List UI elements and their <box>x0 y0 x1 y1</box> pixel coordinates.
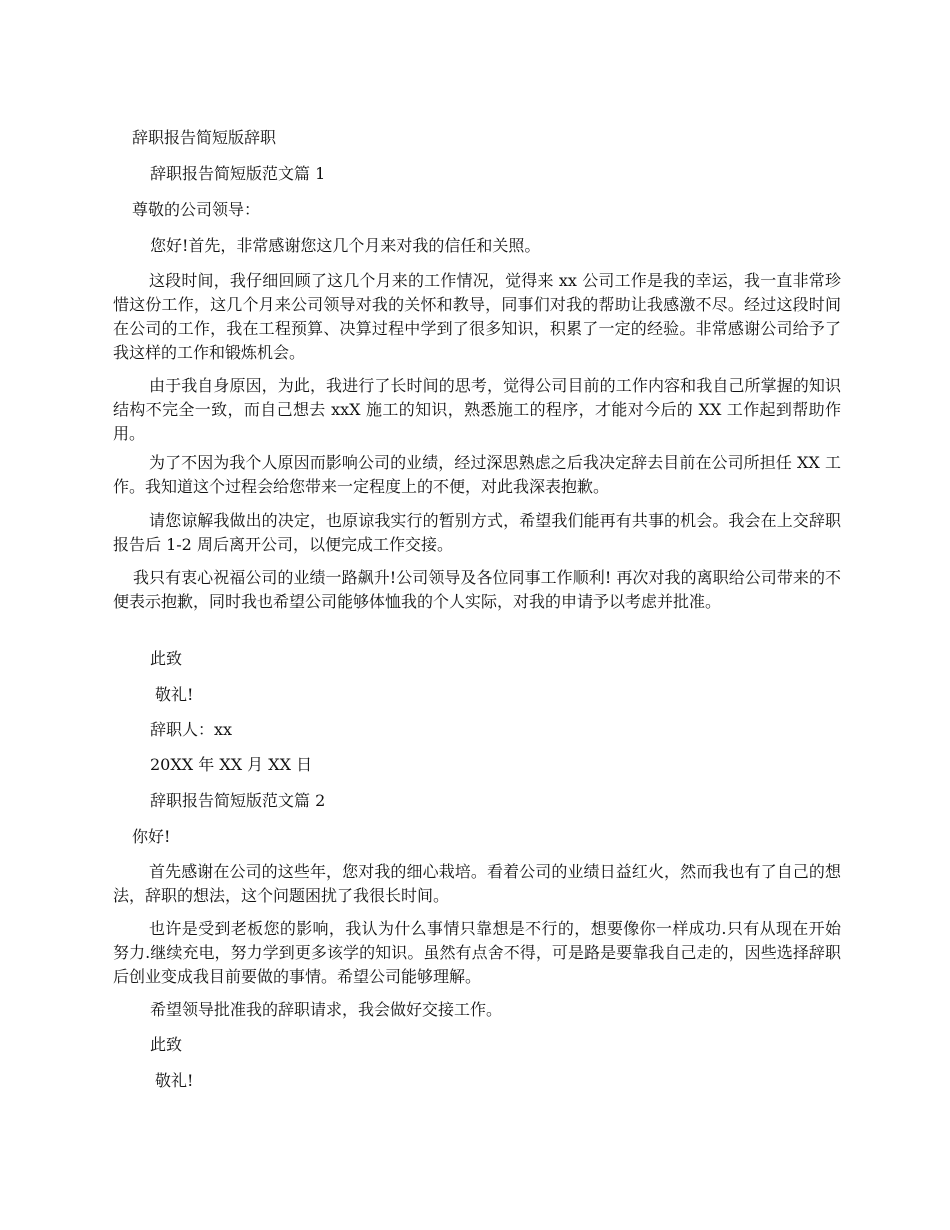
letter1-date: 20XX 年 XX 月 XX 日 <box>150 755 313 774</box>
letter1-signer: 辞职人：xx <box>150 720 233 739</box>
letter1-greeting: 您好!首先，非常感谢您这几个月来对我的信任和关照。 <box>150 236 541 255</box>
letter1-paragraph: 为了不因为我个人原因而影响公司的业绩，经过深思熟虑之后我决定辞去目前在公司所担任 XX 工作。我知道这个过程会给您带来一定程度上的不便，对此我深表抱歉。 <box>113 453 841 496</box>
letter1-regards: 敬礼! <box>155 685 194 704</box>
letter1-closing: 此致 <box>150 649 183 668</box>
letter2-salutation: 你好! <box>132 827 171 846</box>
letter1-paragraph: 由于我自身原因，为此，我进行了长时间的思考，觉得公司目前的工作内容和我自己所掌握的知识结构不完全一致，而自己想去 xxX 施工的知识，熟悉施工的程序，才能对今后的 XX 工作起到帮助作用。 <box>113 376 841 443</box>
document-title: 辞职报告简短版辞职 <box>132 128 277 147</box>
letter1-paragraph: 我只有衷心祝福公司的业绩一路飙升!公司领导及各位同事工作顺利! 再次对我的离职给公司带来的不便表示抱歉，同时我也希望公司能够体恤我的个人实际，对我的申请予以考虑并批准。 <box>113 568 841 611</box>
letter1-paragraph: 这段时间，我仔细回顾了这几个月来的工作情况，觉得来 xx 公司工作是我的幸运，我一直非常珍惜这份工作，这几个月来公司领导对我的关怀和教导，同事们对我的帮助让我感激不尽。经过这段时间在公司的工作，我在工程预算、决算过程中学到了很多知识，积累了一定的经验。非常感谢公司给予了我这样的工作和锻炼机会。 <box>113 271 841 362</box>
letter1-heading: 辞职报告简短版范文篇 1 <box>150 164 326 183</box>
letter1-salutation: 尊敬的公司领导： <box>132 200 261 219</box>
letter2-request: 希望领导批准我的辞职请求，我会做好交接工作。 <box>150 1000 503 1019</box>
letter2-closing: 此致 <box>150 1035 183 1054</box>
letter2-regards: 敬礼! <box>155 1071 194 1090</box>
letter2-paragraph: 首先感谢在公司的这些年，您对我的细心栽培。看着公司的业绩日益红火，然而我也有了自己的想法，辞职的想法，这个问题困扰了我很长时间。 <box>113 862 841 905</box>
letter2-heading: 辞职报告简短版范文篇 2 <box>150 791 326 810</box>
letter1-paragraph: 请您谅解我做出的决定，也原谅我实行的暂别方式，希望我们能再有共事的机会。我会在上交辞职报告后 1-2 周后离开公司，以便完成工作交接。 <box>113 511 841 554</box>
letter2-paragraph: 也许是受到老板您的影响，我认为什么事情只靠想是不行的，想要像你一样成功.只有从现在开始努力.继续充电，努力学到更多该学的知识。虽然有点舍不得，可是路是要靠我自己走的，因些选择辞职后创业变成我目前要做的事情。希望公司能够理解。 <box>113 919 841 986</box>
